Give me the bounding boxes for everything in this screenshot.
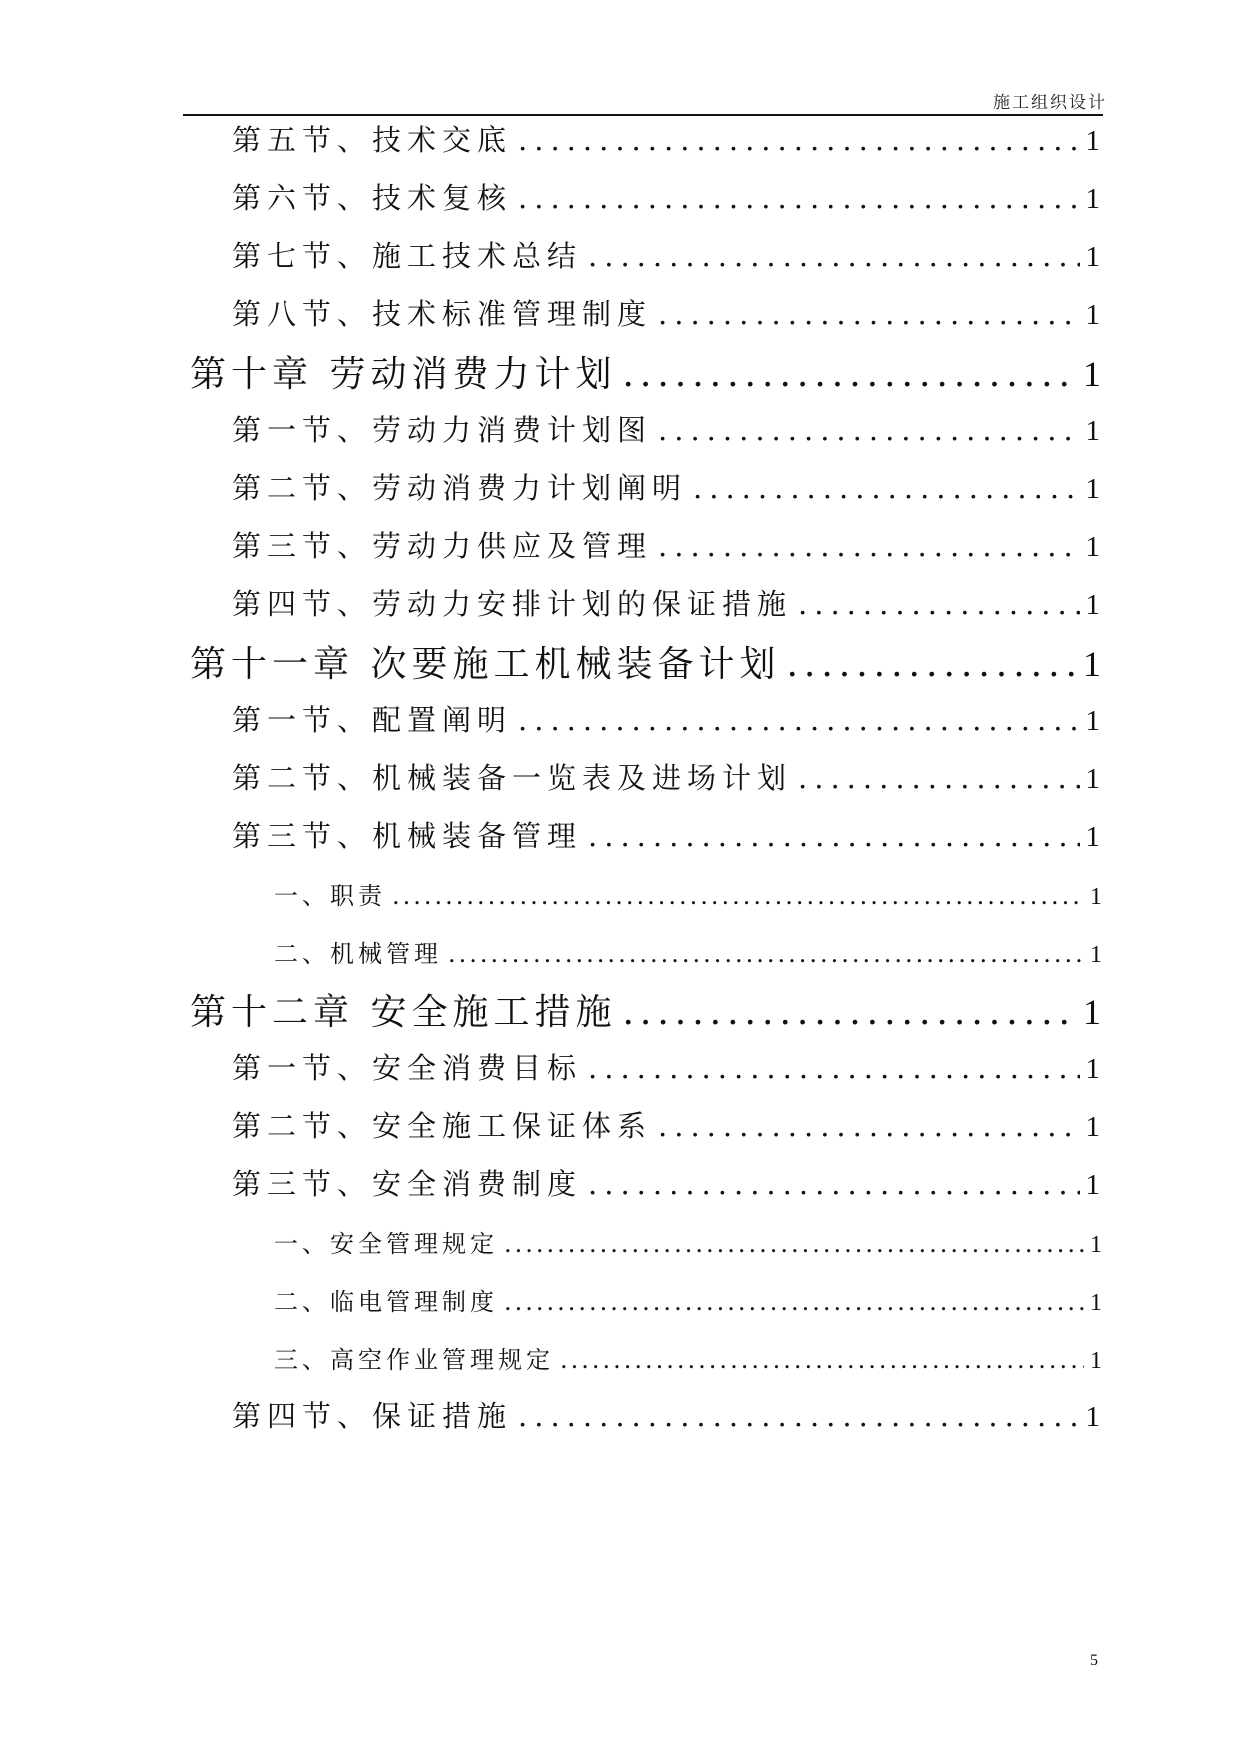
header-rule	[183, 114, 1103, 116]
toc-entry[interactable]	[232, 1162, 1106, 1203]
toc-entry-page: 1	[1085, 589, 1106, 621]
toc-entry[interactable]	[232, 466, 1106, 507]
toc-entry-page: 1	[1085, 241, 1106, 273]
toc-entry-page: 1	[1083, 992, 1106, 1032]
toc-entry-label: 第八节、技术标准管理制度	[232, 297, 653, 331]
toc-leader-dots	[392, 882, 1084, 910]
toc-entry[interactable]	[232, 698, 1106, 739]
toc-entry[interactable]	[274, 1340, 1106, 1375]
toc-entry[interactable]	[232, 582, 1106, 623]
toc-entry-label: 第十二章 安全施工措施	[190, 992, 617, 1033]
toc-entry-page: 1	[1085, 299, 1106, 331]
page-number: 5	[1090, 1652, 1098, 1669]
toc-entry-page: 1	[1085, 531, 1106, 563]
toc-entry-page: 1	[1083, 644, 1106, 684]
toc-leader-dots	[786, 644, 1077, 685]
toc-chapter-entry[interactable]	[190, 346, 1106, 397]
toc-leader-dots	[560, 1346, 1084, 1374]
toc-leader-dots	[588, 819, 1079, 853]
toc-entry-page: 1	[1090, 1232, 1106, 1258]
toc-entry-label: 第二节、劳动消费力计划阐明	[232, 471, 688, 505]
toc-leader-dots	[798, 761, 1079, 795]
toc-entry-page: 1	[1090, 942, 1106, 968]
toc-leader-dots	[504, 1288, 1084, 1316]
toc-entry[interactable]	[232, 176, 1106, 217]
toc-entry-label: 第六节、技术复核	[232, 181, 513, 215]
toc-leader-dots	[588, 239, 1079, 273]
toc-leader-dots	[518, 703, 1079, 737]
toc-leader-dots	[518, 123, 1079, 157]
toc-leader-dots	[693, 471, 1079, 505]
toc-entry-page: 1	[1085, 1169, 1106, 1201]
toc-entry-label: 第五节、技术交底	[232, 123, 513, 157]
toc-entry[interactable]	[232, 756, 1106, 797]
toc-entry-page: 1	[1090, 884, 1106, 910]
toc-entry-page: 1	[1090, 1348, 1106, 1374]
toc-entry[interactable]	[274, 1282, 1106, 1317]
toc-entry[interactable]	[274, 1224, 1106, 1259]
toc-entry-label: 第十一章 次要施工机械装备计划	[190, 644, 781, 685]
toc-leader-dots	[658, 1109, 1079, 1143]
toc-entry[interactable]	[232, 118, 1106, 159]
toc-entry-label: 一、安全管理规定	[274, 1230, 498, 1258]
toc-entry-page: 1	[1085, 1111, 1106, 1143]
toc-entry-page: 1	[1090, 1290, 1106, 1316]
toc-entry-label: 第一节、配置阐明	[232, 703, 513, 737]
toc-entry-page: 1	[1085, 1053, 1106, 1085]
toc-entry-page: 1	[1085, 183, 1106, 215]
toc-leader-dots	[658, 529, 1079, 563]
toc-chapter-entry[interactable]	[190, 636, 1106, 687]
toc-entry[interactable]	[232, 1046, 1106, 1087]
toc-leader-dots	[622, 992, 1077, 1033]
toc-entry-label: 第四节、保证措施	[232, 1399, 513, 1433]
toc-leader-dots	[658, 297, 1079, 331]
toc-entry[interactable]	[232, 408, 1106, 449]
toc-leader-dots	[798, 587, 1079, 621]
toc-entry-label: 第二节、安全施工保证体系	[232, 1109, 653, 1143]
toc-entry-label: 第三节、安全消费制度	[232, 1167, 583, 1201]
toc-entry[interactable]	[274, 876, 1106, 911]
toc-leader-dots	[518, 181, 1079, 215]
toc-entry-label: 第二节、机械装备一览表及进场计划	[232, 761, 793, 795]
toc-entry-label: 一、职责	[274, 882, 386, 910]
toc-entry-label: 第三节、劳动力供应及管理	[232, 529, 653, 563]
toc-entry-label: 第一节、劳动力消费计划图	[232, 413, 653, 447]
toc-entry-page: 1	[1085, 415, 1106, 447]
toc-entry[interactable]	[232, 524, 1106, 565]
toc-leader-dots	[518, 1399, 1079, 1433]
toc-leader-dots	[504, 1230, 1084, 1258]
toc-entry[interactable]	[274, 934, 1106, 969]
toc-entry-page: 1	[1085, 821, 1106, 853]
toc-entry[interactable]	[232, 1394, 1106, 1435]
toc-entry[interactable]	[232, 814, 1106, 855]
toc-entry[interactable]	[232, 234, 1106, 275]
toc-entry-label: 第十章 劳动消费力计划	[190, 354, 617, 395]
toc-entry-page: 1	[1085, 763, 1106, 795]
toc-entry-label: 第七节、施工技术总结	[232, 239, 583, 273]
toc-entry[interactable]	[232, 292, 1106, 333]
toc-entry-page: 1	[1085, 473, 1106, 505]
toc-leader-dots	[588, 1051, 1079, 1085]
toc-entry-label: 第三节、机械装备管理	[232, 819, 583, 853]
toc-entry-page: 1	[1083, 354, 1106, 394]
toc-entry-label: 第一节、安全消费目标	[232, 1051, 583, 1085]
toc-entry-label: 第四节、劳动力安排计划的保证措施	[232, 587, 793, 621]
toc-entry-page: 1	[1085, 125, 1106, 157]
toc-entry-label: 二、临电管理制度	[274, 1288, 498, 1316]
header-title: 施工组织设计	[993, 93, 1107, 113]
toc-leader-dots	[658, 413, 1079, 447]
toc-entry-label: 二、机械管理	[274, 940, 442, 968]
toc-leader-dots	[588, 1167, 1079, 1201]
toc-leader-dots	[448, 940, 1084, 968]
toc-entry-page: 1	[1085, 705, 1106, 737]
toc-entry[interactable]	[232, 1104, 1106, 1145]
toc-chapter-entry[interactable]	[190, 984, 1106, 1035]
toc-entry-label: 三、高空作业管理规定	[274, 1346, 554, 1374]
toc-entry-page: 1	[1085, 1401, 1106, 1433]
toc-leader-dots	[622, 354, 1077, 395]
